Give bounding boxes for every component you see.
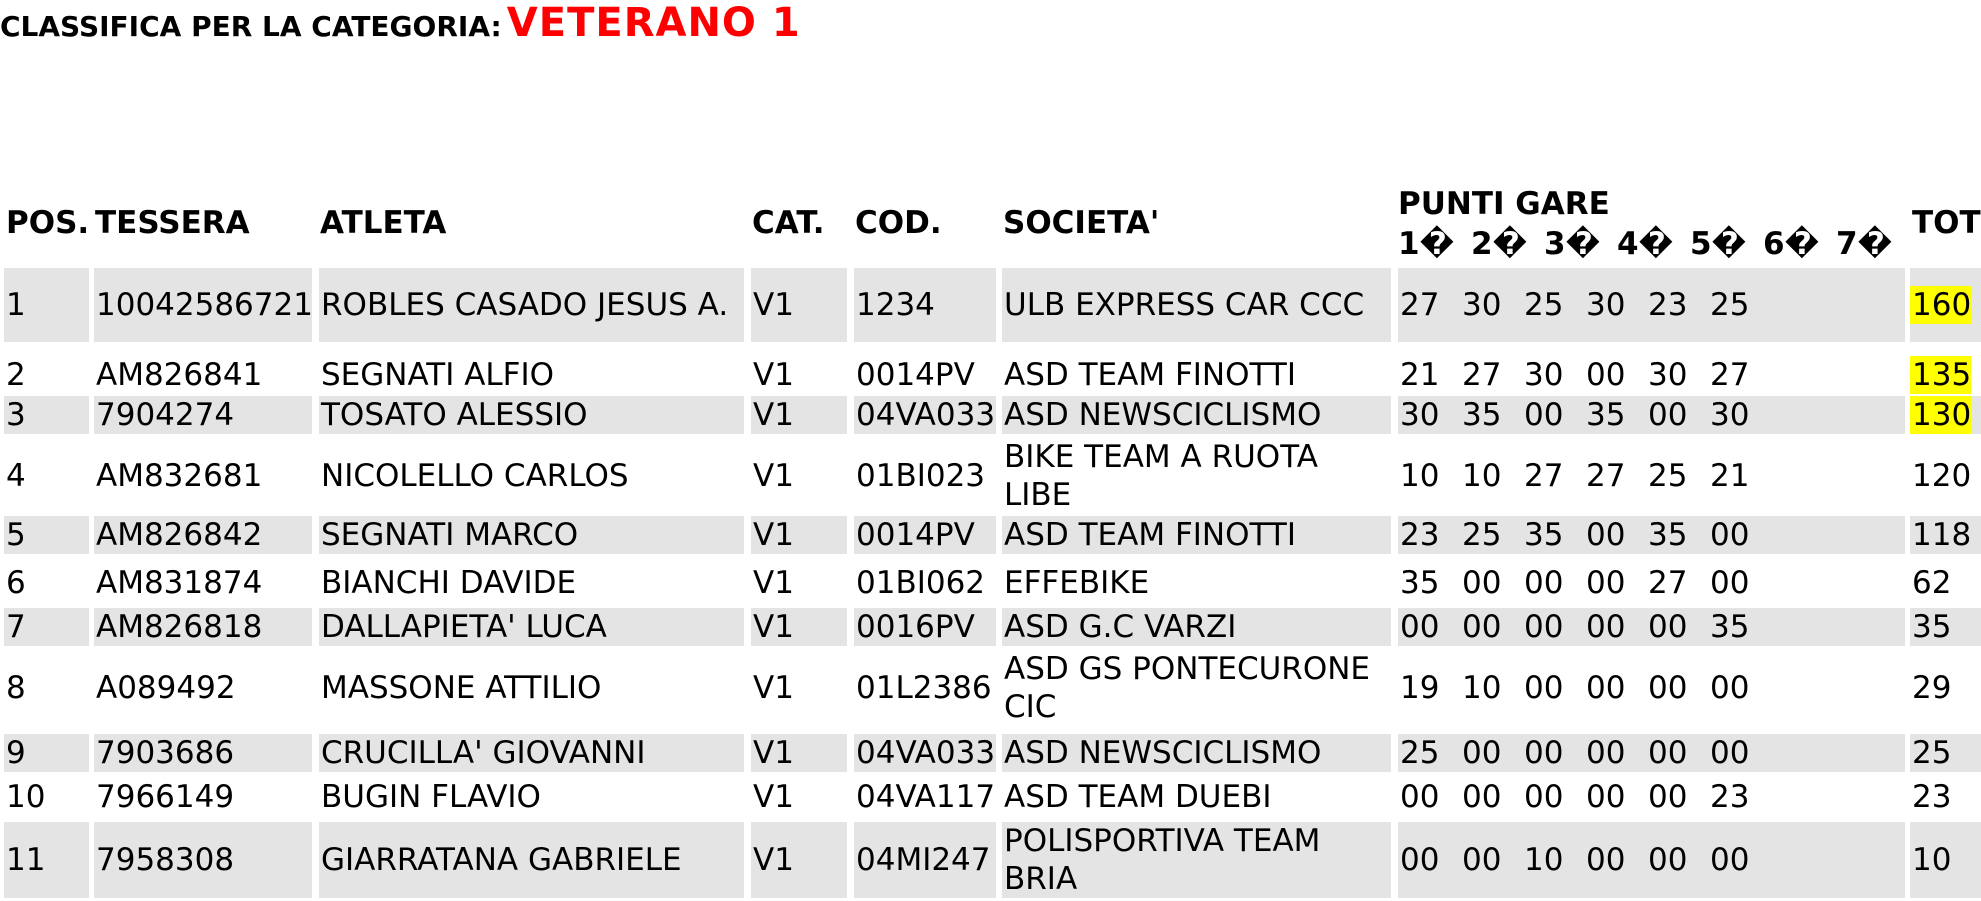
cell-pos-text: 2	[6, 357, 26, 393]
cell-atleta-text: SEGNATI ALFIO	[321, 357, 555, 393]
table-row	[0, 734, 1981, 772]
race-points: 25	[1710, 287, 1750, 323]
table-row	[0, 608, 1981, 646]
race-points: 00	[1400, 609, 1440, 645]
header-punti-gare: PUNTI GARE	[1398, 186, 1610, 222]
cell-tessera	[94, 268, 312, 342]
cell-tessera-text: 7958308	[96, 842, 235, 878]
race-points: 25	[1524, 287, 1564, 323]
cell-societa	[1002, 438, 1391, 514]
cell-atleta-text: NICOLELLO CARLOS	[321, 458, 629, 494]
cell-points	[1398, 516, 1905, 554]
category-name: VETERANO 1	[506, 0, 801, 46]
cell-atleta	[319, 438, 744, 514]
race-points: 27	[1400, 287, 1440, 323]
race-points: 35	[1400, 565, 1440, 601]
cell-tessera-text: 7966149	[96, 779, 235, 815]
cell-atleta	[319, 564, 744, 602]
cell-societa-text: ASD NEWSCICLISMO	[1004, 735, 1322, 771]
cell-cod	[854, 356, 996, 394]
cell-societa	[1002, 516, 1391, 554]
header-tot: TOT	[1912, 205, 1981, 241]
cell-societa	[1002, 356, 1391, 394]
cell-tessera	[94, 778, 312, 816]
cell-atleta	[319, 608, 744, 646]
table-row	[0, 396, 1981, 434]
cell-pos-text: 1	[6, 287, 26, 323]
race-points: 35	[1462, 397, 1502, 433]
race-points: 00	[1648, 842, 1688, 878]
cell-tessera	[94, 396, 312, 434]
header-cat: CAT.	[752, 205, 825, 241]
race-points: 00	[1648, 609, 1688, 645]
cell-cat-text: V1	[753, 517, 794, 553]
table-row	[0, 516, 1981, 554]
cell-tessera-text: AM826841	[96, 357, 263, 393]
cell-tot	[1910, 734, 1981, 772]
race-points: 00	[1710, 842, 1750, 878]
cell-cat-text: V1	[753, 565, 794, 601]
cell-atleta-text: GIARRATANA GABRIELE	[321, 842, 682, 878]
race-points: 00	[1524, 565, 1564, 601]
cell-tessera-text: 7904274	[96, 397, 235, 433]
cell-cod-text: 1234	[856, 287, 935, 323]
total-points: 130	[1912, 397, 1972, 433]
header-race-5: 5�	[1690, 226, 1747, 262]
cell-pos	[4, 438, 89, 514]
race-points: 00	[1586, 779, 1626, 815]
race-points: 00	[1586, 670, 1626, 706]
cell-pos	[4, 734, 89, 772]
race-points: 27	[1462, 357, 1502, 393]
race-points: 00	[1462, 842, 1502, 878]
cell-societa-text: ASD TEAM FINOTTI	[1004, 357, 1296, 393]
race-points: 00	[1710, 565, 1750, 601]
cell-pos-text: 5	[6, 517, 26, 553]
race-points: 30	[1710, 397, 1750, 433]
race-points: 00	[1586, 842, 1626, 878]
cell-cat-text: V1	[753, 397, 794, 433]
cell-atleta	[319, 516, 744, 554]
race-points: 00	[1648, 670, 1688, 706]
cell-pos	[4, 778, 89, 816]
cell-points	[1398, 650, 1905, 726]
cell-societa-text: EFFEBIKE	[1004, 565, 1150, 601]
cell-tot	[1910, 778, 1981, 816]
header-race-3: 3�	[1544, 226, 1601, 262]
cell-societa-text: ASD GS PONTECURONE CIC	[1004, 651, 1371, 725]
cell-cod	[854, 396, 996, 434]
cell-cod	[854, 650, 996, 726]
total-points: 118	[1912, 517, 1972, 553]
race-points: 27	[1710, 357, 1750, 393]
race-points: 27	[1586, 458, 1626, 494]
race-points: 35	[1586, 397, 1626, 433]
race-points: 30	[1648, 357, 1688, 393]
cell-cat-text: V1	[753, 458, 794, 494]
cell-tot	[1910, 516, 1981, 554]
race-points: 10	[1462, 670, 1502, 706]
cell-pos	[4, 356, 89, 394]
cell-tot	[1910, 608, 1981, 646]
cell-cod-text: 0014PV	[856, 517, 975, 553]
cell-tessera-text: AM832681	[96, 458, 263, 494]
header-race-7: 7�	[1836, 226, 1893, 262]
cell-tot	[1910, 822, 1981, 898]
cell-societa-text: ASD TEAM DUEBI	[1004, 779, 1272, 815]
cell-societa	[1002, 268, 1391, 342]
cell-pos	[4, 268, 89, 342]
total-points: 25	[1912, 735, 1952, 771]
race-points: 00	[1586, 565, 1626, 601]
cell-tessera-text: A089492	[96, 670, 236, 706]
total-points: 135	[1912, 357, 1972, 393]
cell-societa	[1002, 822, 1391, 898]
cell-cat-text: V1	[753, 735, 794, 771]
cell-atleta-text: SEGNATI MARCO	[321, 517, 579, 553]
race-points: 00	[1524, 670, 1564, 706]
cell-cod	[854, 608, 996, 646]
race-points: 00	[1586, 735, 1626, 771]
race-points: 35	[1648, 517, 1688, 553]
race-points: 30	[1586, 287, 1626, 323]
cell-tessera	[94, 356, 312, 394]
header-race-2: 2�	[1471, 226, 1528, 262]
cell-tot	[1910, 396, 1981, 434]
cell-cod	[854, 564, 996, 602]
cell-cod	[854, 268, 996, 342]
cell-atleta-text: TOSATO ALESSIO	[321, 397, 588, 433]
race-points: 35	[1524, 517, 1564, 553]
cell-cat	[751, 734, 847, 772]
cell-atleta-text: BUGIN FLAVIO	[321, 779, 541, 815]
total-points: 35	[1912, 609, 1952, 645]
cell-points	[1398, 438, 1905, 514]
total-points: 10	[1912, 842, 1952, 878]
header-race-1: 1�	[1398, 226, 1455, 262]
cell-tot	[1910, 356, 1981, 394]
cell-pos	[4, 516, 89, 554]
cell-atleta-text: ROBLES CASADO JESUS A.	[321, 287, 729, 323]
cell-cod	[854, 822, 996, 898]
cell-pos-text: 4	[6, 458, 26, 494]
header-race-6: 6�	[1763, 226, 1820, 262]
cell-tot	[1910, 438, 1981, 514]
race-points: 00	[1586, 517, 1626, 553]
cell-cat	[751, 778, 847, 816]
cell-tessera-text: 7903686	[96, 735, 235, 771]
cell-tessera	[94, 822, 312, 898]
cell-points	[1398, 734, 1905, 772]
cell-pos-text: 9	[6, 735, 26, 771]
race-points: 00	[1524, 397, 1564, 433]
cell-pos-text: 7	[6, 609, 26, 645]
race-points: 00	[1586, 357, 1626, 393]
cell-pos-text: 6	[6, 565, 26, 601]
cell-cod-text: 0014PV	[856, 357, 975, 393]
header-societa: SOCIETA'	[1003, 205, 1160, 241]
race-points: 00	[1462, 609, 1502, 645]
cell-cod	[854, 734, 996, 772]
cell-atleta	[319, 396, 744, 434]
race-points: 00	[1648, 735, 1688, 771]
cell-cod	[854, 778, 996, 816]
cell-cat-text: V1	[753, 609, 794, 645]
cell-points	[1398, 822, 1905, 898]
cell-atleta	[319, 356, 744, 394]
total-points: 29	[1912, 670, 1952, 706]
cell-atleta	[319, 822, 744, 898]
cell-societa	[1002, 608, 1391, 646]
race-points: 23	[1648, 287, 1688, 323]
cell-cod-text: 04VA117	[856, 779, 996, 815]
cell-societa	[1002, 396, 1391, 434]
cell-tessera	[94, 438, 312, 514]
cell-societa-text: ULB EXPRESS CAR CCC	[1004, 287, 1365, 323]
cell-pos	[4, 396, 89, 434]
cell-cod-text: 01BI062	[856, 565, 986, 601]
cell-tessera-text: 10042586721	[96, 287, 313, 323]
cell-points	[1398, 564, 1905, 602]
cell-pos	[4, 650, 89, 726]
race-points: 35	[1710, 609, 1750, 645]
race-points: 00	[1586, 609, 1626, 645]
race-points: 00	[1710, 517, 1750, 553]
table-row	[0, 564, 1981, 602]
cell-cod-text: 01L2386	[856, 670, 992, 706]
cell-cat	[751, 608, 847, 646]
total-points: 160	[1912, 287, 1972, 323]
header-race-4: 4�	[1617, 226, 1674, 262]
cell-cat	[751, 438, 847, 514]
race-points: 00	[1400, 779, 1440, 815]
cell-tessera	[94, 734, 312, 772]
cell-cat-text: V1	[753, 670, 794, 706]
race-points: 00	[1648, 397, 1688, 433]
cell-cat-text: V1	[753, 357, 794, 393]
race-points: 00	[1462, 565, 1502, 601]
cell-societa-text: ASD NEWSCICLISMO	[1004, 397, 1322, 433]
race-points: 27	[1648, 565, 1688, 601]
cell-points	[1398, 356, 1905, 394]
race-points: 25	[1400, 735, 1440, 771]
cell-atleta	[319, 778, 744, 816]
cell-points	[1398, 268, 1905, 342]
cell-tessera	[94, 650, 312, 726]
cell-atleta-text: MASSONE ATTILIO	[321, 670, 602, 706]
race-points: 25	[1462, 517, 1502, 553]
cell-cat	[751, 268, 847, 342]
cell-tessera	[94, 516, 312, 554]
cell-cat-text: V1	[753, 779, 794, 815]
cell-cod-text: 04VA033	[856, 735, 996, 771]
race-points: 10	[1462, 458, 1502, 494]
race-points: 00	[1524, 609, 1564, 645]
cell-pos	[4, 564, 89, 602]
page-title	[0, 0, 801, 46]
cell-cat	[751, 822, 847, 898]
cell-tessera	[94, 564, 312, 602]
cell-cat	[751, 356, 847, 394]
race-points: 00	[1524, 779, 1564, 815]
header-pos: POS.	[6, 205, 90, 241]
cell-cat	[751, 564, 847, 602]
cell-pos-text: 8	[6, 670, 26, 706]
cell-atleta-text: CRUCILLA' GIOVANNI	[321, 735, 646, 771]
race-points: 23	[1400, 517, 1440, 553]
race-points: 21	[1400, 357, 1440, 393]
cell-pos-text: 10	[6, 779, 46, 815]
cell-cod	[854, 516, 996, 554]
table-row	[0, 650, 1981, 726]
race-points: 30	[1400, 397, 1440, 433]
table-row	[0, 268, 1981, 342]
race-points: 00	[1462, 779, 1502, 815]
cell-pos	[4, 608, 89, 646]
table-row	[0, 356, 1981, 394]
cell-points	[1398, 396, 1905, 434]
race-points: 00	[1648, 779, 1688, 815]
table-row	[0, 822, 1981, 898]
cell-tot	[1910, 650, 1981, 726]
cell-points	[1398, 608, 1905, 646]
cell-societa	[1002, 778, 1391, 816]
race-points: 00	[1710, 670, 1750, 706]
race-points: 23	[1710, 779, 1750, 815]
cell-atleta-text: DALLAPIETA' LUCA	[321, 609, 607, 645]
header-atleta: ATLETA	[320, 205, 447, 241]
cell-cod-text: 04MI247	[856, 842, 991, 878]
race-points: 00	[1524, 735, 1564, 771]
cell-tessera	[94, 608, 312, 646]
table-row	[0, 778, 1981, 816]
cell-atleta	[319, 650, 744, 726]
race-points: 10	[1400, 458, 1440, 494]
race-points: 30	[1524, 357, 1564, 393]
cell-atleta-text: BIANCHI DAVIDE	[321, 565, 577, 601]
cell-societa	[1002, 564, 1391, 602]
cell-cod-text: 0016PV	[856, 609, 975, 645]
header-tessera: TESSERA	[95, 205, 250, 241]
cell-societa	[1002, 734, 1391, 772]
cell-cod	[854, 438, 996, 514]
cell-tot	[1910, 268, 1981, 342]
cell-cat-text: V1	[753, 842, 794, 878]
total-points: 23	[1912, 779, 1952, 815]
cell-societa	[1002, 650, 1391, 726]
cell-pos-text: 11	[6, 842, 46, 878]
cell-cod-text: 01BI023	[856, 458, 986, 494]
race-points: 10	[1524, 842, 1564, 878]
cell-pos	[4, 822, 89, 898]
race-points: 00	[1462, 735, 1502, 771]
title-label: CLASSIFICA PER LA CATEGORIA:	[0, 10, 502, 43]
cell-cat	[751, 650, 847, 726]
cell-cat-text: V1	[753, 287, 794, 323]
cell-atleta	[319, 734, 744, 772]
race-points: 00	[1710, 735, 1750, 771]
cell-pos-text: 3	[6, 397, 26, 433]
cell-tessera-text: AM826818	[96, 609, 263, 645]
cell-tessera-text: AM826842	[96, 517, 263, 553]
cell-societa-text: ASD G.C VARZI	[1004, 609, 1237, 645]
race-points: 19	[1400, 670, 1440, 706]
cell-societa-text: POLISPORTIVA TEAM BRIA	[1004, 823, 1321, 897]
race-points: 27	[1524, 458, 1564, 494]
race-points: 25	[1648, 458, 1688, 494]
cell-cat	[751, 516, 847, 554]
race-points: 00	[1400, 842, 1440, 878]
cell-tot	[1910, 564, 1981, 602]
cell-societa-text: ASD TEAM FINOTTI	[1004, 517, 1296, 553]
total-points: 120	[1912, 458, 1972, 494]
cell-cat	[751, 396, 847, 434]
cell-tessera-text: AM831874	[96, 565, 263, 601]
table-row	[0, 438, 1981, 514]
cell-cod-text: 04VA033	[856, 397, 996, 433]
cell-points	[1398, 778, 1905, 816]
header-cod: COD.	[855, 205, 942, 241]
total-points: 62	[1912, 565, 1952, 601]
race-points: 30	[1462, 287, 1502, 323]
cell-atleta	[319, 268, 744, 342]
race-points: 21	[1710, 458, 1750, 494]
cell-societa-text: BIKE TEAM A RUOTA LIBE	[1004, 439, 1318, 513]
